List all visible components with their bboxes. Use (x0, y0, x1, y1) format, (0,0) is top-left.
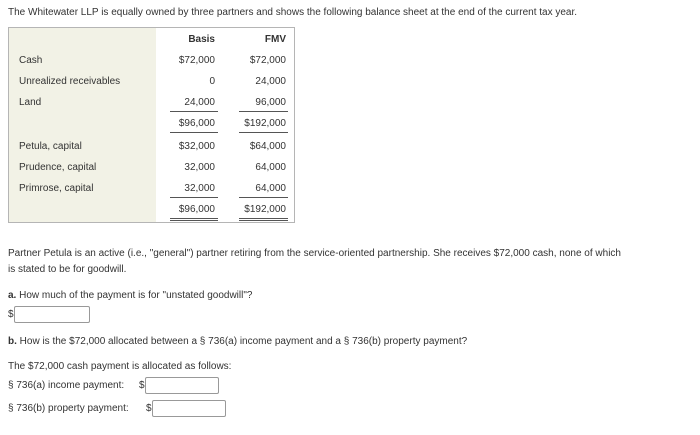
capital-basis: 32,000 (184, 183, 215, 194)
question-a (8, 289, 252, 303)
basis-header: Basis (188, 34, 215, 45)
capital-label: Petula, capital (19, 141, 82, 152)
balance-sheet (8, 27, 295, 223)
asset-label: Land (19, 97, 42, 108)
income-payment-input[interactable] (145, 377, 219, 394)
question-a-text: How much of the payment is for "unstated goodwill"? (19, 290, 253, 301)
assets-total-basis: $96,000 (178, 118, 215, 129)
asset-basis: $72,000 (178, 55, 215, 66)
capital-total-fmv: $192,000 (244, 204, 286, 215)
total-double-underline (170, 218, 218, 219)
asset-fmv: 96,000 (255, 97, 286, 108)
asset-basis: 24,000 (184, 97, 215, 108)
asset-label: Unrealized receivables (19, 76, 121, 87)
capital-basis: $32,000 (178, 141, 215, 152)
total-double-underline (239, 218, 288, 219)
asset-fmv: 24,000 (255, 76, 286, 87)
question-b-text: How is the $72,000 allocated between a § 736(a) income payment and a § 736(b) property payment? (19, 336, 468, 347)
fmv-header: FMV (264, 34, 286, 45)
question-b-letter: b. (8, 336, 17, 347)
asset-basis: 0 (209, 76, 215, 87)
total-double-underline (239, 220, 288, 221)
subtotal-rule (239, 197, 288, 198)
property-payment-label: § 736(b) property payment: (8, 403, 129, 414)
scenario-line-1: Partner Petula is an active (i.e., "general") partner retiring from the service-oriented partnership. She receives $72,000 cash, none of which (8, 248, 621, 259)
asset-label: Cash (19, 55, 43, 66)
capital-total-basis: $96,000 (178, 204, 215, 215)
subtotal-rule (239, 111, 288, 112)
capital-fmv: $64,000 (249, 141, 286, 152)
income-payment-label: § 736(a) income payment: (8, 380, 125, 391)
asset-fmv: $72,000 (249, 55, 286, 66)
capital-label: Prudence, capital (19, 162, 97, 173)
question-b (8, 335, 467, 349)
unstated-goodwill-input[interactable] (14, 306, 90, 323)
question-a-letter: a. (8, 290, 17, 301)
scenario-line-2: is stated to be for goodwill. (8, 264, 127, 275)
capital-fmv: 64,000 (255, 183, 286, 194)
intro-text: The Whitewater LLP is equally owned by three partners and shows the following balance sheet at the end of the current tax year. (8, 7, 578, 18)
capital-fmv: 64,000 (255, 162, 286, 173)
allocation-intro: The $72,000 cash payment is allocated as follows: (8, 361, 232, 372)
total-double-underline (170, 220, 218, 221)
assets-total-fmv: $192,000 (244, 118, 286, 129)
income-payment-currency: $ (139, 380, 145, 391)
capital-basis: 32,000 (184, 162, 215, 173)
subtotal-rule (170, 197, 218, 198)
subtotal-rule (170, 111, 218, 112)
total-underline (170, 132, 218, 133)
question-a-currency: $ (8, 309, 14, 320)
total-underline (239, 132, 288, 133)
property-payment-currency: $ (146, 403, 152, 414)
property-payment-input[interactable] (152, 400, 226, 417)
capital-label: Primrose, capital (19, 183, 94, 194)
